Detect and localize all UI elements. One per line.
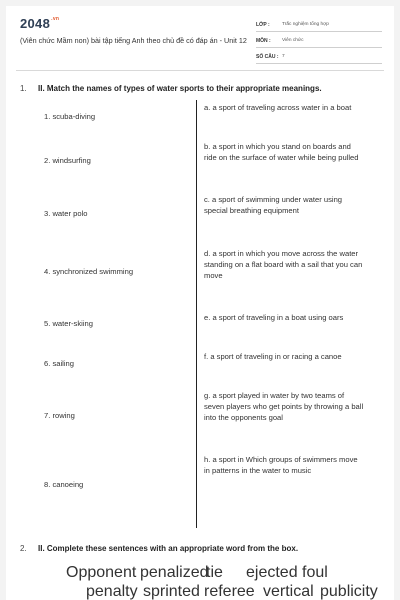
meta-key: MÔN : xyxy=(256,37,271,44)
meta-key: SỐ CÂU : xyxy=(256,53,279,60)
match-right-item: b. a sport in which you stand on boards and ride on the surface of water while being pulled xyxy=(204,142,359,162)
match-right-item: h. a sport in Which groups of swimmers move in patterns in the water to music xyxy=(204,455,358,475)
word-box-item: Opponent xyxy=(66,564,137,581)
match-left-item: 1. scuba-diving xyxy=(44,112,96,121)
match-right-item: e. a sport of traveling in a boat using oars xyxy=(204,313,344,322)
meta-key: LỚP : xyxy=(256,21,270,28)
word-box-item: tie xyxy=(206,564,223,581)
word-box-item: vertical xyxy=(263,583,314,600)
logo-suffix: .vn xyxy=(51,16,60,22)
logo-text: 2048 xyxy=(20,16,51,31)
word-box-item: penalized xyxy=(140,564,209,581)
word-box-item: referee xyxy=(204,583,255,600)
meta-subject xyxy=(256,34,382,48)
match-left-item: 4. synchronized swimming xyxy=(44,267,134,276)
match-right-item: c. a sport of swimming under water using special breathing equipment xyxy=(204,195,343,215)
match-right-item: f. a sport of traveling in or racing a canoe xyxy=(204,352,342,361)
match-left-item: 5. water-skiing xyxy=(44,319,93,328)
section-number: 2. xyxy=(20,544,27,553)
section-number: 1. xyxy=(20,84,27,93)
match-left-item: 2. windsurfing xyxy=(44,156,91,165)
meta-class xyxy=(256,18,382,32)
match-left-item: 7. rowing xyxy=(44,411,75,420)
document-title: (Viên chức Mầm non) bài tập tiếng Anh theo chủ đề có đáp án - Unit 12 xyxy=(20,36,247,45)
word-box-item: foul xyxy=(302,564,328,581)
site-logo[interactable] xyxy=(20,16,59,31)
meta-value: 7 xyxy=(282,54,285,59)
section-heading: II. Match the names of types of water sports to their appropriate meanings. xyxy=(38,84,322,93)
match-left-item: 3. water polo xyxy=(44,209,88,218)
word-box-item: ejected xyxy=(246,564,298,581)
meta-value: Trắc nghiệm tổng hợp xyxy=(282,22,329,27)
section-1-title xyxy=(20,84,322,93)
document-page xyxy=(6,6,394,600)
meta-question-count xyxy=(256,50,382,64)
match-left-item: 8. canoeing xyxy=(44,480,84,489)
column-divider xyxy=(196,100,197,528)
word-box-item: publicity xyxy=(320,583,378,600)
meta-value: Viên chức xyxy=(282,38,304,43)
document-meta xyxy=(256,18,382,66)
section-2-title xyxy=(20,544,298,553)
match-left-item: 6. sailing xyxy=(44,359,74,368)
match-right-item: d. a sport in which you move across the water standing on a flat board with a sail that you can move xyxy=(204,249,363,280)
match-right-item: g. a sport played in water by two teams of seven players who get points by throwing a ball into the opponents goal xyxy=(204,391,364,422)
section-heading: II. Complete these sentences with an appropriate word from the box. xyxy=(38,544,299,553)
header-divider xyxy=(16,70,384,71)
word-box-item: penalty xyxy=(86,583,138,600)
match-right-item: a. a sport of traveling across water in a boat xyxy=(204,103,352,112)
word-box-item: sprinted xyxy=(143,583,200,600)
